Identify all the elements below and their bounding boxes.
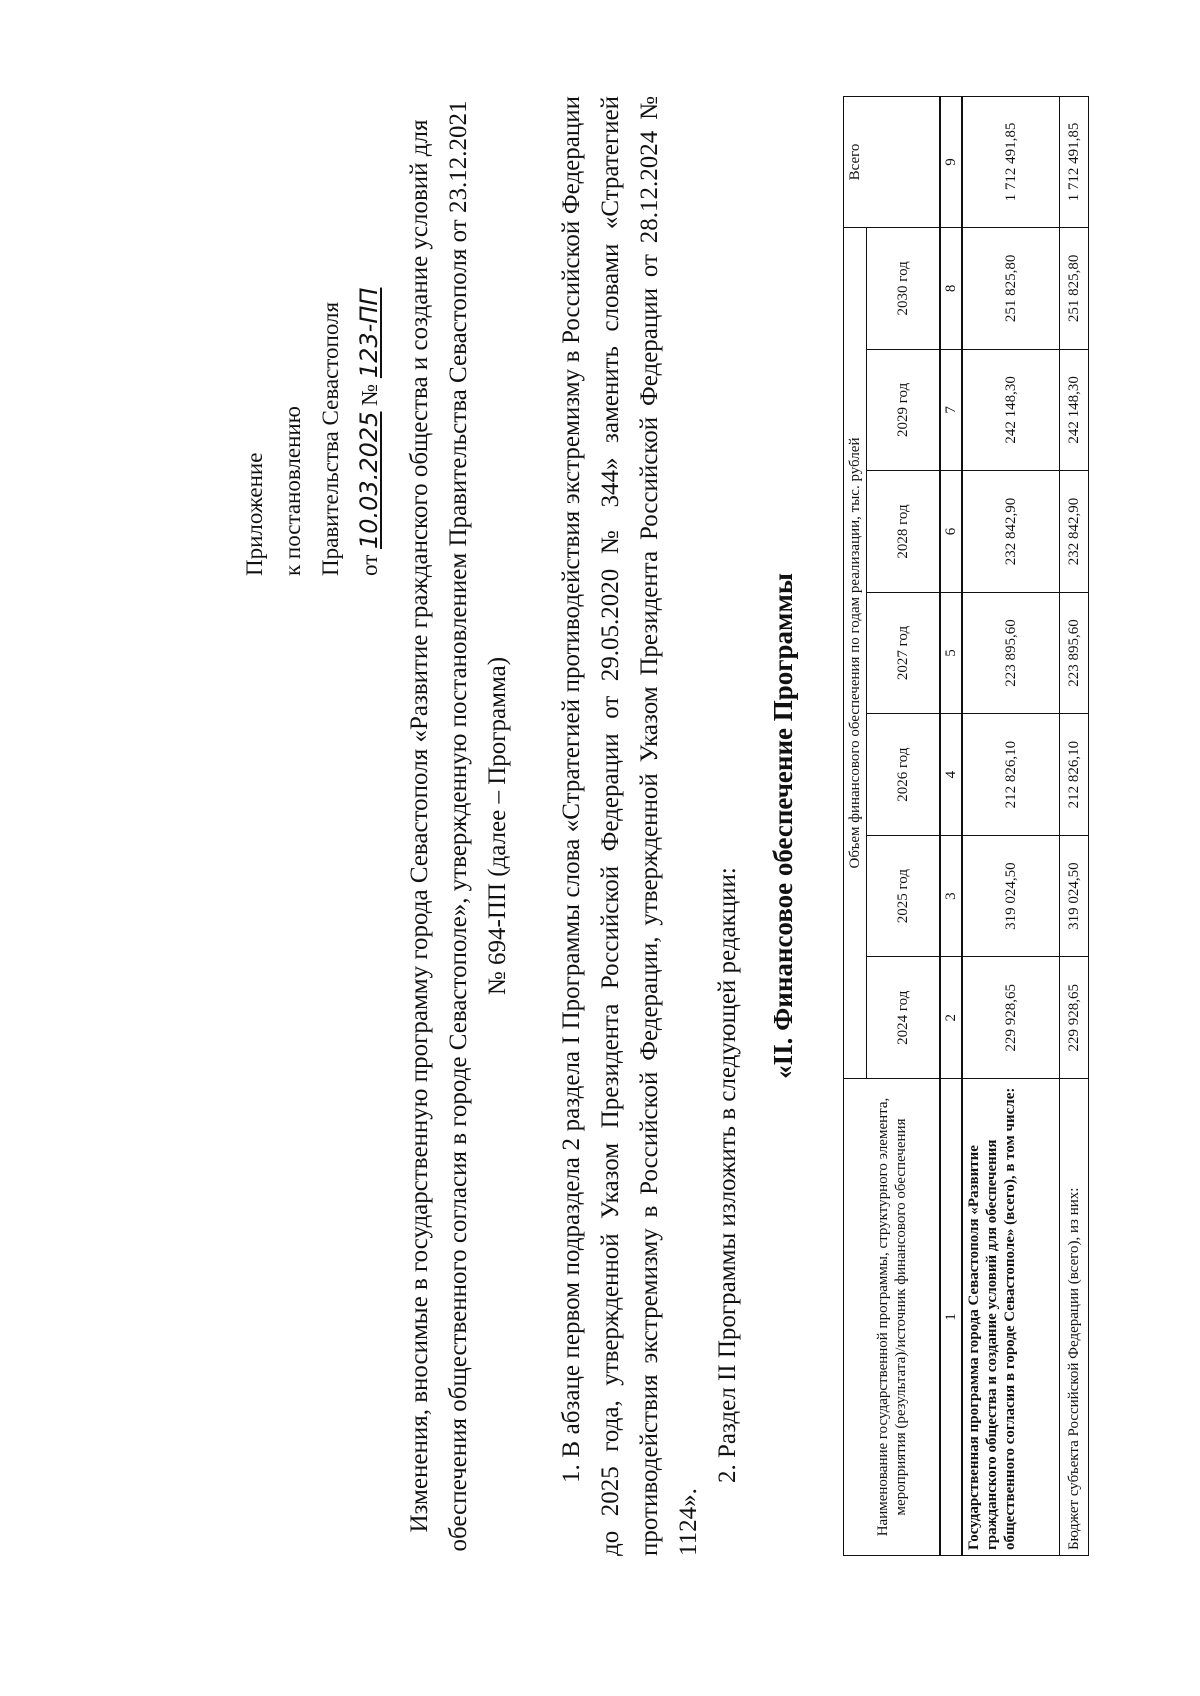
row-name-cell: Государственная программа города Севастополя «Развитие гражданского общества и создание условий для обеспечения общественного согласия в городе Севастополе» (всего), в том числе: (962, 1079, 1060, 1556)
value-cell: 229 928,65 (962, 957, 1060, 1079)
value-cell: 319 024,50 (1060, 835, 1089, 957)
date-prefix: от (357, 554, 382, 576)
value-cell: 232 842,90 (962, 471, 1060, 593)
document-heading: Изменения, вносимые в государственную программу города Севастополя «Развитие гражданского общества и создание условий для обеспечения общественного согласия в городе Севастополе», утвержденную постановлением Правительства Севастополя от 23.12.2021 № 694-ПП (далее – Программа) (406, 100, 511, 1552)
handwritten-date: 10.03.2025 (355, 411, 383, 549)
appendix-line-2: к постановлению (280, 406, 305, 576)
value-cell: 223 895,60 (962, 592, 1060, 714)
number-prefix: № (357, 383, 382, 406)
table-row (1060, 97, 1089, 1556)
table-row (962, 97, 1060, 1556)
value-cell: 212 826,10 (962, 714, 1060, 836)
section-title: «II. Финансовое обеспечение Программы (768, 573, 798, 1079)
value-cell: 242 148,30 (1060, 349, 1089, 471)
column-number-cell: 7 (940, 349, 962, 471)
row-name-cell: Бюджет субъекта Российской Федерации (всего), из них: (1060, 1079, 1089, 1556)
handwritten-number: 123-ПП (355, 287, 383, 379)
year-header: 2025 год (867, 835, 941, 957)
column-number-cell: 4 (940, 714, 962, 836)
year-header: 2029 год (867, 349, 941, 471)
column-number-cell: 8 (940, 228, 962, 350)
financing-table (843, 96, 1089, 1556)
column-numbers-row (940, 97, 962, 1556)
value-cell: 1 712 491,85 (962, 97, 1060, 228)
column-number-cell: 1 (940, 1079, 962, 1556)
value-cell: 223 895,60 (1060, 592, 1089, 714)
column-number-cell: 5 (940, 592, 962, 714)
paragraph-1: 1. В абзаце первом подраздела 2 раздела I Программы слова «Стратегией противодействия экстремизму в Российской Федерации до 2025 года, утвержденной Указом Президента Российской Федерации от 29.05.2020 № 344» заменить словами «Стратегией противодействия экстремизму в Российской Федерации, утвержденной Указом Президента Российской Федерации от 28.12.2024 № 1124». (558, 96, 702, 1556)
year-header: 2027 год (867, 592, 941, 714)
value-cell: 212 826,10 (1060, 714, 1089, 836)
appendix-line-3: Правительства Севастополя (318, 301, 343, 576)
column-number-cell: 9 (940, 97, 962, 228)
appendix-date-line (350, 288, 389, 576)
value-cell: 232 842,90 (1060, 471, 1089, 593)
year-header: 2030 год (867, 228, 941, 350)
table-header-row-1 (844, 97, 867, 1556)
value-cell: 1 712 491,85 (1060, 97, 1089, 228)
value-cell: 319 024,50 (962, 835, 1060, 957)
year-header: 2024 год (867, 957, 941, 1079)
value-cell: 251 825,80 (1060, 228, 1089, 350)
appendix-block (236, 288, 389, 576)
column-number-cell: 2 (940, 957, 962, 1079)
year-header: 2026 год (867, 714, 941, 836)
name-column-header: Наименование государственной программы, структурного элемента, мероприятия (результата)/источник финансового обеспечения (844, 1079, 941, 1556)
paragraph-2: 2. Раздел II Программы изложить в следующей редакции: (714, 867, 741, 1483)
value-cell: 251 825,80 (962, 228, 1060, 350)
group-header: Объем финансового обеспечения по годам реализации, тыс. рублей (844, 228, 867, 1079)
year-header: 2028 год (867, 471, 941, 593)
appendix-line-1: Приложение (242, 452, 267, 576)
value-cell: 229 928,65 (1060, 957, 1089, 1079)
value-cell: 242 148,30 (962, 349, 1060, 471)
total-column-header: Всего (844, 97, 941, 228)
column-number-cell: 6 (940, 471, 962, 593)
column-number-cell: 3 (940, 835, 962, 957)
